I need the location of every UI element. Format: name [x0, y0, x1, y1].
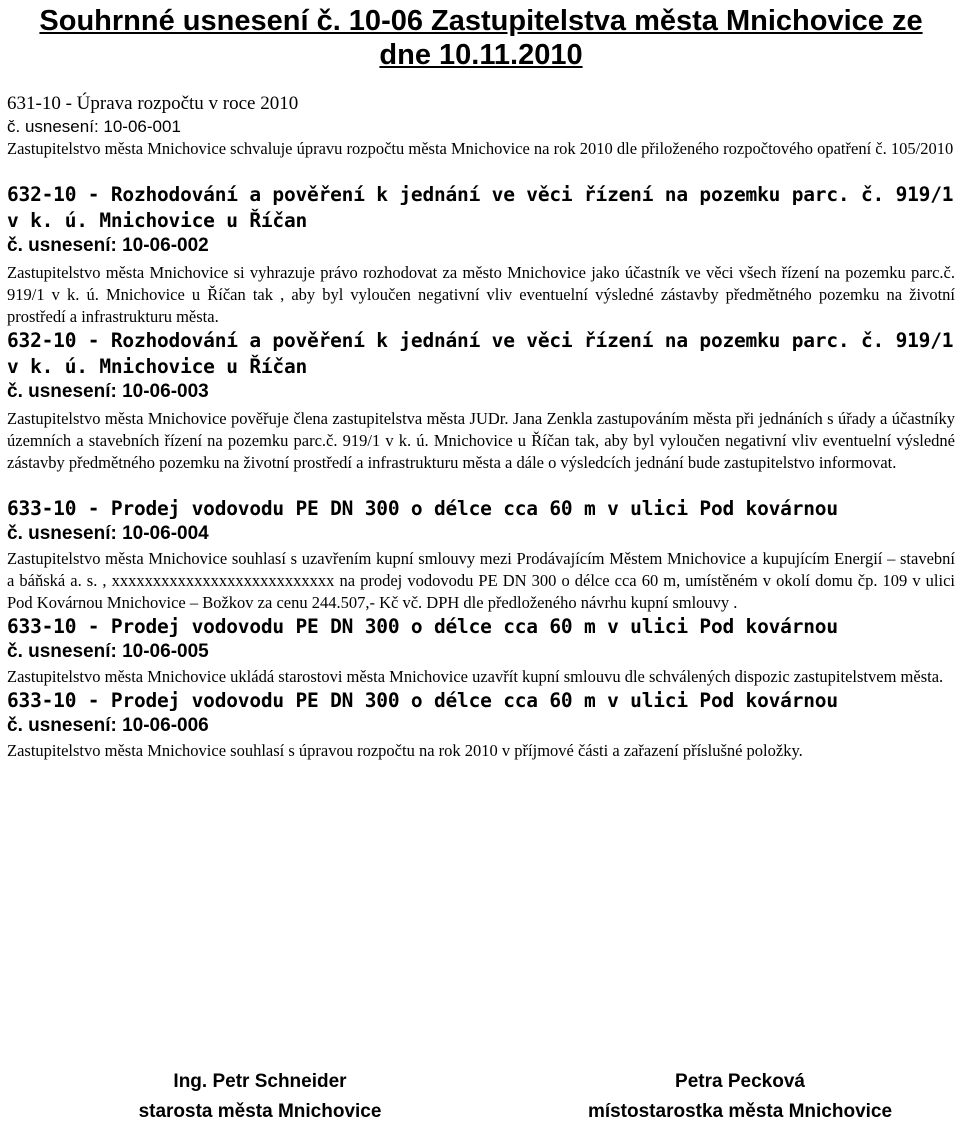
section-heading: 633-10 - Prodej vodovodu PE DN 300 o délce cca 60 m v ulici Pod kovárnou — [7, 497, 838, 520]
section-633-10-b — [7, 614, 955, 688]
section-heading: 633-10 - Prodej vodovodu PE DN 300 o délce cca 60 m v ulici Pod kovárnou — [7, 615, 838, 638]
resolution-number: č. usnesení: 10-06-002 — [7, 235, 209, 256]
signature-deputy-mayor — [540, 1067, 940, 1127]
resolution-text: Zastupitelstvo města Mnichovice pověřuje člena zastupitelstva města JUDr. Jana Zenkla zastupováním města při jednáních s úřady a účastníky územních a stavebních řízení na pozemku parc.č. 919/1 v k. ú. Mnichovice u Říčan tak, aby byl vyloučen negativní vliv eventuelní výsledné zástavby předmětného pozemku na životní prostředí a infrastrukturu města a dále o výsledcích jednání bude zastupitelstvo informovat. — [7, 409, 955, 472]
resolution-number: č. usnesení: 10-06-001 — [7, 117, 181, 136]
section-632-10-a — [7, 182, 955, 328]
section-633-10-c — [7, 688, 955, 762]
signature-name: Ing. Petr Schneider — [173, 1071, 347, 1092]
resolution-number: č. usnesení: 10-06-003 — [7, 381, 209, 402]
section-633-10-a — [7, 496, 955, 614]
section-heading: 632-10 - Rozhodování a pověření k jednání ve věci řízení na pozemku parc. č. 919/1 v k. ú. Mnichovice u Říčan — [7, 329, 954, 378]
signature-role: místostarostka města Mnichovice — [587, 1101, 893, 1122]
resolution-text: Zastupitelstvo města Mnichovice souhlasí s úpravou rozpočtu na rok 2010 v příjmové části a zařazení příslušné položky. — [7, 741, 803, 760]
resolution-number: č. usnesení: 10-06-005 — [7, 641, 209, 662]
section-heading: 632-10 - Rozhodování a pověření k jednání ve věci řízení na pozemku parc. č. 919/1 v k. ú. Mnichovice u Říčan — [7, 183, 954, 232]
resolution-text: Zastupitelstvo města Mnichovice ukládá starostovi města Mnichovice uzavřít kupní smlouvu dle schválených dispozic zastupitelstvem města. — [7, 667, 944, 686]
resolution-text: Zastupitelstvo města Mnichovice si vyhrazuje právo rozhodovat za město Mnichovice jako účastník ve věci všech řízení na pozemku parc.č. 919/1 v k. ú. Mnichovice u Říčan tak , aby byl vyloučen negativní vliv eventuelní výsledné zástavby předmětného pozemku na životní prostředí a infrastrukturu města. — [7, 263, 955, 326]
signature-role: starosta města Mnichovice — [138, 1101, 382, 1122]
section-631-10 — [7, 92, 955, 160]
document-title — [7, 4, 955, 72]
resolution-text: Zastupitelstvo města Mnichovice schvaluje úpravu rozpočtu města Mnichovice na rok 2010 dle přiloženého rozpočtového opatření č. 105/2010 — [7, 139, 954, 158]
title-line-1: Souhrnné usnesení č. 10-06 Zastupitelstva města Mnichovice ze — [39, 5, 923, 37]
document-page — [7, 0, 955, 762]
section-heading: 633-10 - Prodej vodovodu PE DN 300 o délce cca 60 m v ulici Pod kovárnou — [7, 689, 838, 712]
section-632-10-b — [7, 328, 955, 474]
signature-mayor — [110, 1067, 410, 1127]
resolution-number: č. usnesení: 10-06-006 — [7, 715, 209, 736]
resolution-number: č. usnesení: 10-06-004 — [7, 523, 209, 544]
resolution-text: Zastupitelstvo města Mnichovice souhlasí s uzavřením kupní smlouvy mezi Prodávajícím Městem Mnichovice a kupujícím Energií – stavební a báňská a. s. , xxxxxxxxxxxxxxxxxxxxxxxxxxx na prodej vodovodu PE DN 300 o délce cca 60 m, umístěném v okolí domu čp. 109 v ulici Pod Kovárnou Mnichovice – Božkov za cenu 244.507,- Kč vč. DPH dle předloženého návrhu kupní smlouvy . — [7, 549, 955, 612]
title-line-2: dne 10.11.2010 — [379, 39, 583, 71]
section-heading: 631-10 - Úprava rozpočtu v roce 2010 — [7, 93, 299, 114]
signature-name: Petra Pecková — [675, 1071, 805, 1092]
